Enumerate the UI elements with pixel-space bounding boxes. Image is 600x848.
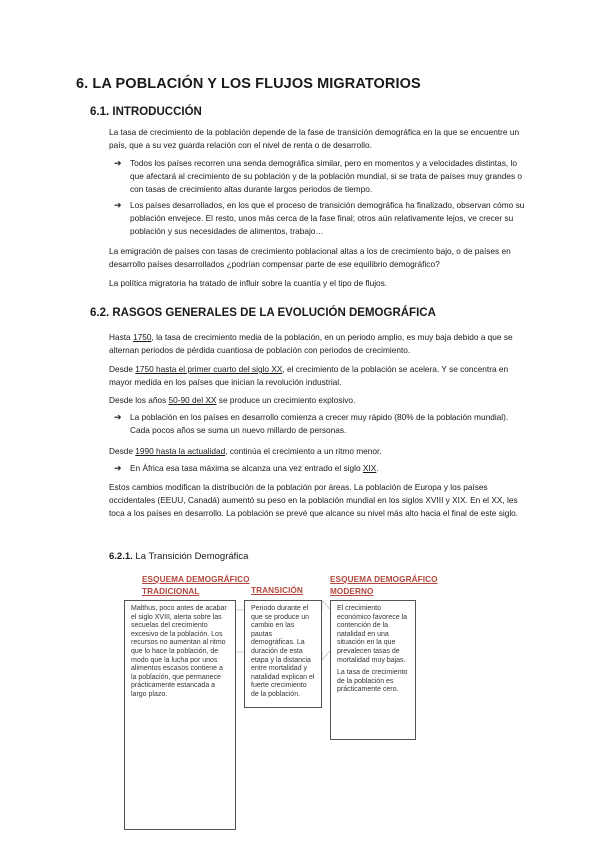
intro-bullet-2: ➔ Los países desarrollados, en los que el proceso de transición demográfica ha finalizado, observan cómo su población envejece. El resto, unos más cerca de la fase final; otros aún relativamente lejos, ve crecer su población y sus necesidades de alimentos, trabajo… (114, 200, 525, 236)
evolution-paragraph-3: Desde los años 50-90 del XX se produce un crecimiento explosivo. (109, 395, 356, 405)
arrow-bullet-icon: ➔ (114, 463, 122, 473)
schema-box-transition: Periodo durante el que se produce un cambio en las pautas demográficas. La duración de esta etapa y la distancia entre mortalidad y natalidad explican el fuerte crecimiento de la población. (244, 600, 322, 708)
main-heading: 6. LA POBLACIÓN Y LOS FLUJOS MIGRATORIOS (76, 76, 421, 92)
intro-paragraph-2: La emigración de países con tasas de crecimiento poblacional altas a los de crecimiento bajo, o de países en desarrollo países desarrollados ¿podrían compensar parte de ese equilibrio demográfico? (109, 246, 511, 269)
schema-box-traditional: Malthus, poco antes de acabar el siglo XVIII, alerta sobre las secuelas del crecimiento excesivo de la población. Los recursos no aumentan al ritmo que lo hace la población, de modo que la lucha por unos alimentos escasos contiene a la población, que permanece prácticamente estancada a largo plazo. (124, 600, 236, 830)
arrow-bullet-icon: ➔ (114, 200, 122, 210)
evolution-paragraph-4: Desde 1990 hasta la actualidad, continúa el crecimiento a un ritmo menor. (109, 446, 382, 456)
evolution-paragraph-1: Hasta 1750, la tasa de crecimiento media de la población, en un periodo amplio, es muy baja debido a que se alternan periodos de pérdida cuantiosa de población con periodos de crecimiento. (109, 332, 513, 355)
schema-label-modern: ESQUEMA DEMOGRÁFICO MODERNO (330, 575, 438, 596)
arrow-bullet-icon: ➔ (114, 158, 122, 168)
section-6-2-1-title: 6.2.1. La Transición Demográfica (109, 551, 249, 562)
section-6-1-title: 6.1. INTRODUCCIÓN (90, 106, 202, 118)
intro-paragraph-1: La tasa de crecimiento de la población depende de la fase de transición demográfica en la que se encuentre un país, que a su vez guarda relación con el nivel de renta o de desarrollo. (109, 127, 520, 150)
evolution-bullet-1: ➔ La población en los países en desarrollo comienza a crecer muy rápido (80% de la población mundial). Cada pocos años se suma un nuevo millardo de personas. (114, 412, 509, 435)
schema-label-traditional: ESQUEMA DEMOGRÁFICO TRADICIONAL (142, 575, 250, 596)
evolution-paragraph-5: Estos cambios modifican la distribución de la población por áreas. La población de Europa y los países occidentales (EEUU, Canadá) aumentó su peso en la población mundial en los siglos XVIII y XIX. En el XX, les toca a los países en desarrollo. La población se prevé que alcance su nivel más alto hacia el final de este siglo. (109, 482, 519, 518)
evolution-bullet-2: ➔ En África esa tasa máxima se alcanza una vez entrado el siglo XIX. (114, 463, 379, 473)
schema-box-modern: El crecimiento económico favorece la contención de la natalidad en una situación en la que prevalecen tasas de mortalidad muy bajas. La tasa de crecimiento de la población es prácticamente cero. (330, 600, 416, 740)
schema-label-transition: TRANSICIÓN (251, 586, 303, 595)
intro-paragraph-3: La política migratoria ha tratado de influir sobre la cuantía y el tipo de flujos. (109, 278, 388, 288)
arrow-bullet-icon: ➔ (114, 412, 122, 422)
intro-bullet-1: ➔ Todos los países recorren una senda demográfica similar, pero en momentos y a velocidades distintas, lo que afectará al crecimiento de su población y de la población mundial, si se trata de países muy grandes o con tasas de crecimiento altas durante largos periodos de tiempo. (114, 158, 523, 194)
section-6-2-title: 6.2. RASGOS GENERALES DE LA EVOLUCIÓN DEMOGRÁFICA (90, 307, 436, 319)
evolution-paragraph-2: Desde 1750 hasta el primer cuarto del siglo XX, el crecimiento de la población se acelera. Y se concentra en mayor medida en los países que inician la revolución industrial. (109, 364, 509, 387)
